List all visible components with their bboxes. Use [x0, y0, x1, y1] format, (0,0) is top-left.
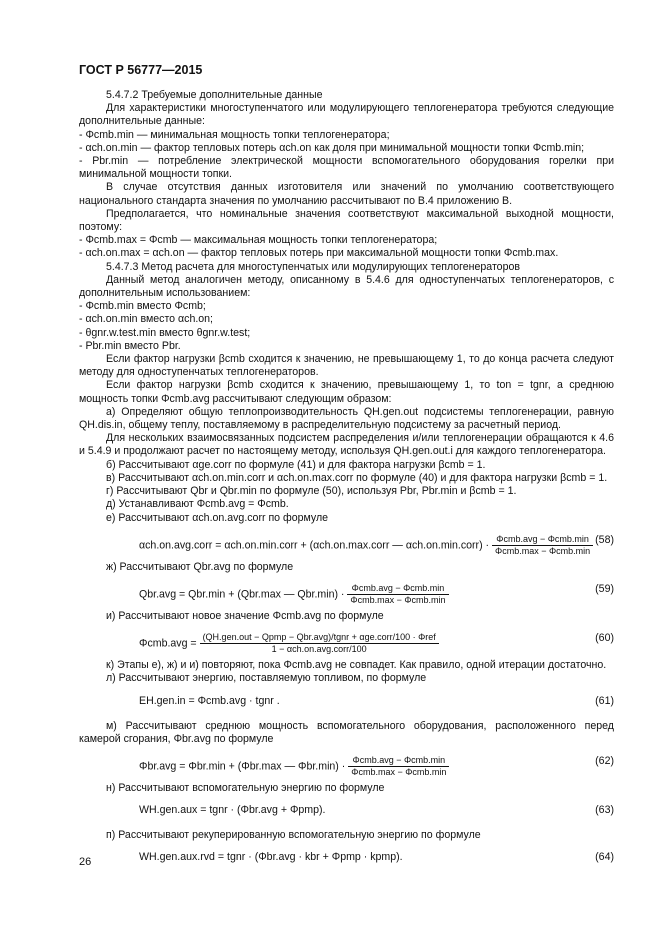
paragraph: е) Рассчитывают αch.on.avg.corr по формуле — [106, 511, 329, 524]
paragraph: ж) Рассчитывают Qbr.avg по формуле — [106, 560, 294, 573]
paragraph: В случае отсутствия данных изготовителя или значений по умолчанию соответствующего национального стандарта значения по умолчанию рассчитывают по В.4 приложению В. — [79, 181, 614, 207]
fraction-denominator: 1 − αch.on.avg.corr/100 — [271, 644, 367, 655]
equation-formula — [139, 851, 403, 864]
equation — [79, 626, 614, 656]
fraction — [348, 755, 449, 778]
equation-formula — [139, 695, 280, 708]
equation-lhs: WH.gen.aux = tgnr · (Φbr.avg + Φpmp). — [139, 804, 326, 817]
paragraph: а) Определяют общую теплопроизводительность QH.gen.out подсистемы теплогенерации, равную QH.dis.in, общему теплу, поставляемому в распределительную подсистему за расчетный период. — [79, 405, 614, 432]
document-body — [79, 89, 614, 876]
equation-lhs: Qbr.avg = Qbr.min + (Qbr.max — Qbr.min) · — [139, 588, 348, 601]
paragraph: Если фактор нагрузки βcmb сходится к значению, не превышающему 1, то до конца расчета следуют методу для одноступенчатых теплогенераторов. — [79, 353, 614, 379]
equation-formula — [139, 755, 449, 778]
paragraph: п) Рассчитывают рекуперированную вспомогательную энергию по формуле — [106, 829, 481, 842]
paragraph: и) Рассчитывают новое значение Φcmb.avg по формуле — [106, 609, 384, 622]
equation-formula — [139, 632, 439, 655]
paragraph: - θgnr.w.test.min вместо θgnr.w.test; — [79, 326, 251, 339]
equation-number: (64) — [595, 851, 614, 864]
paragraph: м) Рассчитывают среднюю мощность вспомогательного оборудования, расположенного перед камерой сгорания, Φbr.avg по формуле — [79, 719, 614, 745]
paragraph: к) Этапы е), ж) и и) повторяют, пока Φcmb.avg не совпадет. Как правило, одной итерации достаточно. — [106, 659, 607, 672]
fraction-numerator: (QH.gen.out − Qpmp − Qbr.avg)/tgnr + αge.corr/100 · Φref — [200, 632, 439, 644]
fraction — [492, 534, 593, 557]
equation — [79, 798, 614, 826]
paragraph: в) Рассчитывают αch.on.min.corr и αch.on.max.corr по формуле (40) и для фактора нагрузки βcmb = 1. — [106, 471, 608, 484]
paragraph: - Pbr.min — потребление электрической мощности вспомогательного оборудования горелки при минимальной мощности топки. — [79, 155, 614, 181]
equation — [79, 528, 614, 558]
fraction — [200, 632, 439, 655]
paragraph: б) Рассчитывают αge.corr по формуле (41) и для фактора нагрузки βcmb = 1. — [106, 458, 486, 471]
fraction-numerator: Φcmb.avg − Φcmb.min — [492, 534, 593, 546]
equation-number: (62) — [595, 754, 614, 767]
paragraph: Данный метод аналогичен методу, описанному в 5.4.6 для одноступенчатых теплогенераторов, с дополнительным использованием: — [79, 273, 614, 300]
paragraph: - αch.on.min — фактор тепловых потерь αch.on как доля при минимальной мощности топки Φcmb.min; — [79, 141, 585, 154]
equation — [79, 689, 614, 717]
equation — [79, 845, 614, 873]
equation-lhs: WH.gen.aux.rvd = tgnr · (Φbr.avg · kbr + Φpmp · kpmp). — [139, 851, 403, 864]
paragraph: 5.4.7.2 Требуемые дополнительные данные — [106, 89, 323, 101]
equation-lhs: αch.on.avg.corr = αch.on.min.corr + (αch.on.max.corr — αch.on.min.corr) · — [139, 539, 493, 551]
paragraph: Для нескольких взаимосвязанных подсистем распределения и/или теплогенерации обращаются к 4.6 и 5.4.9 и продолжают расчет по настоящему методу, используя QH.gen.out.i для каждого теплогенератора. — [79, 432, 614, 458]
page-number: 26 — [79, 856, 92, 868]
paragraph: д) Устанавливают Φcmb.avg = Φcmb. — [106, 498, 289, 511]
paragraph: 5.4.7.3 Метод расчета для многоступенчатых или модулирующих теплогенераторов — [106, 260, 520, 273]
paragraph: - Φcmb.max = Φcmb — максимальная мощность топки теплогенератора; — [79, 234, 438, 247]
equation-number: (60) — [595, 632, 614, 645]
fraction — [347, 583, 448, 606]
paragraph: Предполагается, что номинальные значения соответствуют максимальной выходной мощности, поэтому: — [79, 207, 614, 234]
paragraph: - αch.on.min вместо αch.on; — [79, 313, 213, 326]
equation-number: (63) — [595, 804, 614, 817]
fraction-denominator: Φcmb.max − Φcmb.min — [350, 594, 446, 605]
equation-formula — [139, 583, 449, 606]
paragraph: - Φcmb.min вместо Φcmb; — [79, 300, 206, 313]
paragraph: н) Рассчитывают вспомогательную энергию по формуле — [106, 781, 385, 794]
document-header: ГОСТ Р 56777—2015 — [79, 63, 203, 77]
equation-number: (61) — [595, 694, 614, 707]
equation-formula — [139, 804, 325, 817]
fraction-denominator: Φcmb.max − Φcmb.min — [495, 545, 591, 556]
equation — [79, 577, 614, 607]
fraction-denominator: Φcmb.max − Φcmb.min — [351, 766, 447, 777]
paragraph: л) Рассчитывают энергию, поставляемую топливом, по формуле — [106, 672, 427, 685]
equation-number: (59) — [595, 582, 614, 595]
paragraph: Если фактор нагрузки βcmb сходится к значению, превышающему 1, то ton = tgnr, а среднюю мощность топки Φcmb.avg рассчитывают следующим образом: — [79, 379, 614, 405]
fraction-numerator: Φcmb.avg − Φcmb.min — [347, 583, 448, 595]
equation-lhs: Φbr.avg = Φbr.min + (Φbr.max — Φbr.min) · — [139, 760, 349, 773]
equation-formula — [139, 534, 593, 557]
equation — [79, 749, 614, 779]
paragraph: - αch.on.max = αch.on — фактор тепловых потерь при максимальной мощности топки Φcmb.max. — [79, 247, 559, 260]
paragraph: Для характеристики многоступенчатого или модулирующего теплогенератора требуются следующие дополнительные данные: — [79, 102, 614, 128]
fraction-numerator: Φcmb.avg − Φcmb.min — [348, 755, 449, 767]
paragraph: - Φcmb.min — минимальная мощность топки теплогенератора; — [79, 128, 390, 141]
paragraph: г) Рассчитывают Qbr и Qbr.min по формуле (50), используя Pbr, Pbr.min и βcmb = 1. — [106, 485, 517, 498]
equation-lhs: Φcmb.avg = — [139, 637, 200, 650]
equation-lhs: EH.gen.in = Φcmb.avg · tgnr . — [139, 694, 280, 707]
equation-number: (58) — [595, 533, 614, 546]
paragraph: - Pbr.min вместо Pbr. — [79, 339, 181, 352]
